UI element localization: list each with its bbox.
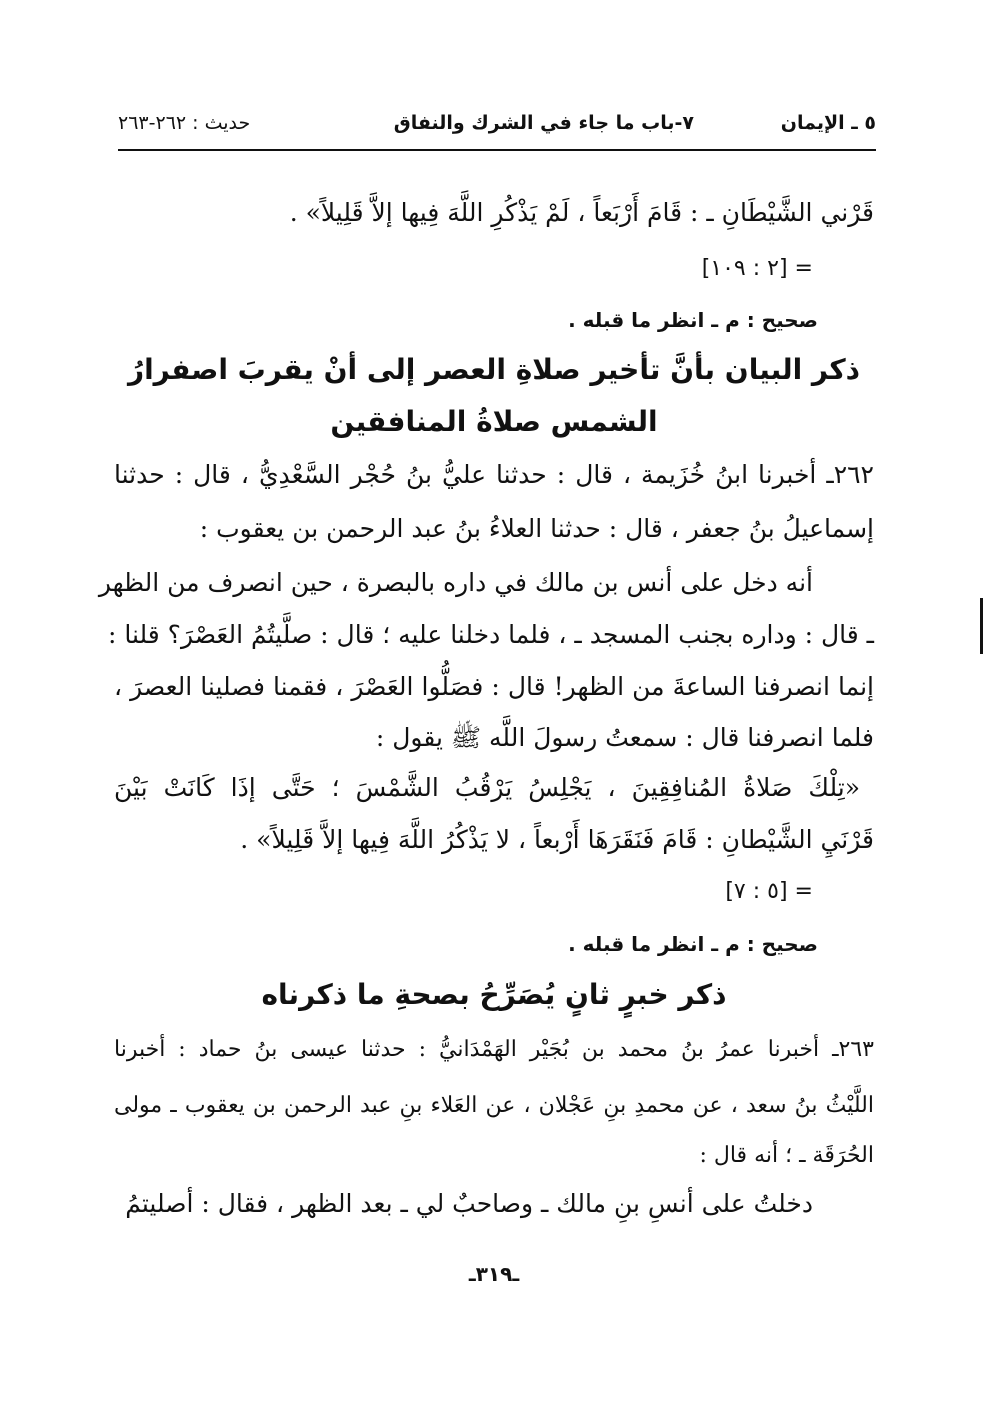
- continuation-line: قَرْني الشَّيْطَانِ ـ : قَامَ أَرْبَعاً ، لَمْ يَذْكُرِ اللَّهَ فِيها إلاَّ قَلِيلاً» .: [289, 198, 874, 227]
- hadith-text-line: إسماعيلُ بنُ جعفر ، قال : حدثنا العلاءُ بنُ عبد الرحمن بن يعقوب :: [199, 514, 874, 543]
- hadith-text-line: دخلتُ على أنسِ بنِ مالك ـ وصاحبٌ لي ـ بعد الظهر ، فقال : أصليتمُ: [125, 1189, 813, 1218]
- cross-reference: = [٥ : ٧]: [725, 879, 813, 904]
- hadith-text-line: اللَّيْثُ بنُ سعد ، عن محمدِ بنِ عَجْلان ، عن العَلاء بنِ عبد الرحمن بن يعقوب ـ مولى: [114, 1093, 874, 1118]
- hadith-grade: صحيح : م ـ انظر ما قبله .: [568, 932, 818, 956]
- cross-reference: = [٢ : ١٠٩]: [701, 256, 813, 281]
- header-hadith-range: حديث : ٢٦٢-٢٦٣: [118, 112, 251, 134]
- section-heading: ذكر خبرٍ ثانٍ يُصَرِّحُ بصحةِ ما ذكرناه: [261, 978, 727, 1011]
- hadith-text-line: ٢٦٣ـ أخبرنا عمرُ بنُ محمد بن بُجَيْر الهَمْدَانيُّ : حدثنا عيسى بنُ حماد : أخبرنا: [114, 1037, 874, 1062]
- page-number: ـ٣١٩ـ: [468, 1262, 520, 1286]
- hadith-text-line: أنه دخل على أنس بن مالك في داره بالبصرة ، حين انصرف من الظهر: [98, 568, 813, 597]
- hadith-text-line: فلما انصرفنا قال : سمعتُ رسولَ اللَّه ﷺ يقول :: [375, 723, 874, 752]
- section-heading: الشمس صلاةُ المنافقين: [330, 405, 658, 438]
- header-chapter-title: ٧-باب ما جاء في الشرك والنفاق: [393, 112, 694, 134]
- section-heading: ذكر البيان بأنَّ تأخير صلاةِ العصر إلى أنْ يقربَ اصفرارُ: [127, 353, 861, 386]
- hadith-text-line: إنما انصرفنا الساعةَ من الظهر! قال : فصَلُّوا العَصْرَ ، فقمنا فصلينا العصرَ ،: [114, 672, 874, 701]
- hadith-text-line: الحُرَقَة ـ ؛ أنه قال :: [699, 1143, 874, 1168]
- header-divider: [118, 149, 876, 151]
- hadith-text-line: ٢٦٢ـ أخبرنا ابنُ خُزَيمة ، قال : حدثنا عليُّ بنُ حُجْر السَّعْدِيُّ ، قال : حدثنا: [114, 460, 874, 489]
- hadith-grade: صحيح : م ـ انظر ما قبله .: [568, 308, 818, 332]
- hadith-text-line: ـ قال : وداره بجنب المسجد ـ ، فلما دخلنا عليه ؛ قال : صلَّيتُمُ العَصْرَ؟ قلنا :: [107, 620, 874, 649]
- header-book-title: ٥ ـ الإيمان: [780, 112, 876, 134]
- margin-marker: [980, 598, 983, 654]
- hadith-text-line: «تِلْكَ صَلاةُ المُنافِقِينَ ، يَجْلِسُ يَرْقُبُ الشَّمْسَ ؛ حَتَّى إذَا كَانَتْ بَيْنَ: [114, 773, 860, 802]
- running-header: [118, 112, 876, 148]
- hadith-text-line: قَرْنَيِ الشَّيْطانِ : قَامَ فَنَقَرَهَا أَرْبعاً ، لا يَذْكُرُ اللَّهَ فِيها إلاَّ قَلِيلاً» .: [240, 825, 874, 854]
